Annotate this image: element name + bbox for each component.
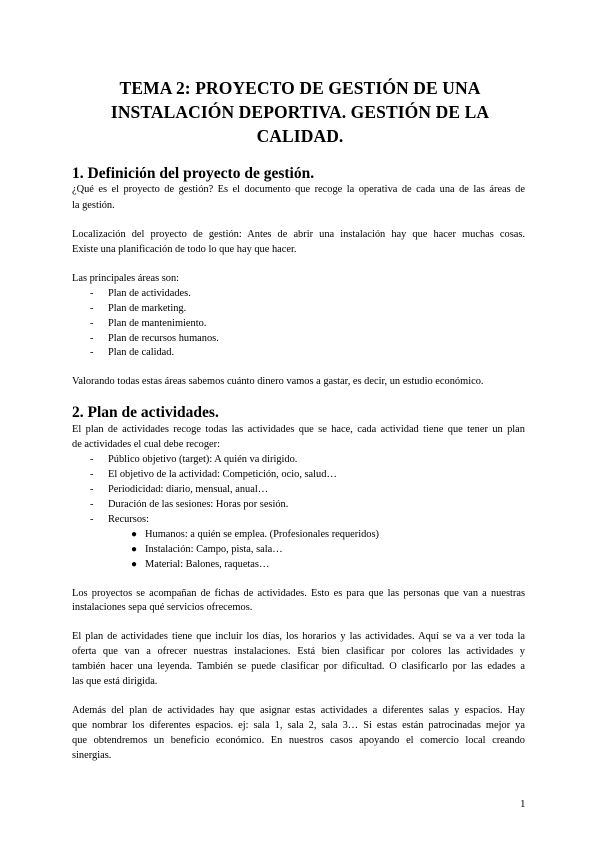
s2-salas-line: que nombrar los diferentes espacios. ej: sala 1, sala 2, sala 3… Si estas están patrocinadas mejor ya [72,720,525,731]
s2-intro-line: El plan de actividades recoge todas las actividades que se hace, cada actividad tiene que tener un plan [72,424,525,435]
area-item: Plan de mantenimiento. [108,318,207,329]
areas-intro: Las principales áreas son: [72,273,180,284]
dash-bullet: - [90,303,94,314]
resource-item: Material: Balones, raquetas… [145,559,270,570]
dash-bullet: - [90,514,94,525]
round-bullet: ● [131,544,138,555]
dash-bullet: - [90,454,94,465]
document-title [60,76,540,148]
plan-item: Duración de las sesiones: Horas por sesión. [108,499,289,510]
section-2-heading: 2. Plan de actividades. [72,404,219,421]
plan-item: Recursos: [108,514,149,525]
resource-item: Instalación: Campo, pista, sala… [145,544,283,555]
s2-fichas-line: Los proyectos se acompañan de fichas de actividades. Esto es para que las personas que van a nuestras [72,588,525,599]
dash-bullet: - [90,318,94,329]
s2-fichas-line: instalaciones sepa qué servicios ofrecemos. [72,602,253,613]
s2-incluir-line: El plan de actividades tiene que incluir los días, los horarios y las actividades. Aquí se va a ver toda la [72,631,525,642]
plan-item: Periodicidad: diario, mensual, anual… [108,484,269,495]
dash-bullet: - [90,347,94,358]
s2-incluir-line: también hacer una leyenda. También se puede clasificar por dificultad. O clasificarlo por las edades a [72,661,525,672]
page-number: 1 [520,798,526,810]
s1-p1-line: la gestión. [72,200,115,211]
s1-p2-line: Existe una planificación de todo lo que hay que hacer. [72,244,297,255]
s1-p1-line: ¿Qué es el proyecto de gestión? Es el documento que recoge la operativa de cada una de las áreas de [72,184,525,195]
title-line-1: TEMA 2: PROYECTO DE GESTIÓN DE UNA [119,78,481,98]
area-item: Plan de actividades. [108,288,191,299]
dash-bullet: - [90,484,94,495]
area-item: Plan de recursos humanos. [108,333,219,344]
dash-bullet: - [90,288,94,299]
title-line-3: CALIDAD. [256,126,344,146]
section-1-heading: 1. Definición del proyecto de gestión. [72,165,315,182]
resource-item: Humanos: a quién se emplea. (Profesionales requeridos) [145,529,380,540]
s2-salas-line: que obtendremos un beneficio económico. En nuestros casos apoyando el comercio local creando [72,735,525,746]
s1-closing: Valorando todas estas áreas sabemos cuánto dinero vamos a gastar, es decir, un estudio económico. [72,376,484,387]
s2-incluir-line: oferta que van a ofrecer nuestras instalaciones. Está bien clasificar por colores las actividades y [72,646,525,657]
s2-salas-line: sinergias. [72,750,112,761]
plan-item: El objetivo de la actividad: Competición, ocio, salud… [108,469,337,480]
dash-bullet: - [90,499,94,510]
s2-salas-line: Además del plan de actividades hay que asignar estas actividades a diferentes salas y espacios. Hay [72,705,525,716]
area-item: Plan de calidad. [108,347,175,358]
dash-bullet: - [90,469,94,480]
s2-intro-line: de actividades el cual debe recoger: [72,439,220,450]
round-bullet: ● [131,529,138,540]
round-bullet: ● [131,559,138,570]
area-item: Plan de marketing. [108,303,187,314]
plan-item: Público objetivo (target): A quién va dirigido. [108,454,298,465]
dash-bullet: - [90,333,94,344]
s1-p2-line: Localización del proyecto de gestión: Antes de abrir una instalación hay que hacer muchas cosas. [72,229,525,240]
s2-incluir-line: las que está dirigida. [72,676,158,687]
title-line-2: INSTALACIÓN DEPORTIVA. GESTIÓN DE LA [110,102,490,122]
